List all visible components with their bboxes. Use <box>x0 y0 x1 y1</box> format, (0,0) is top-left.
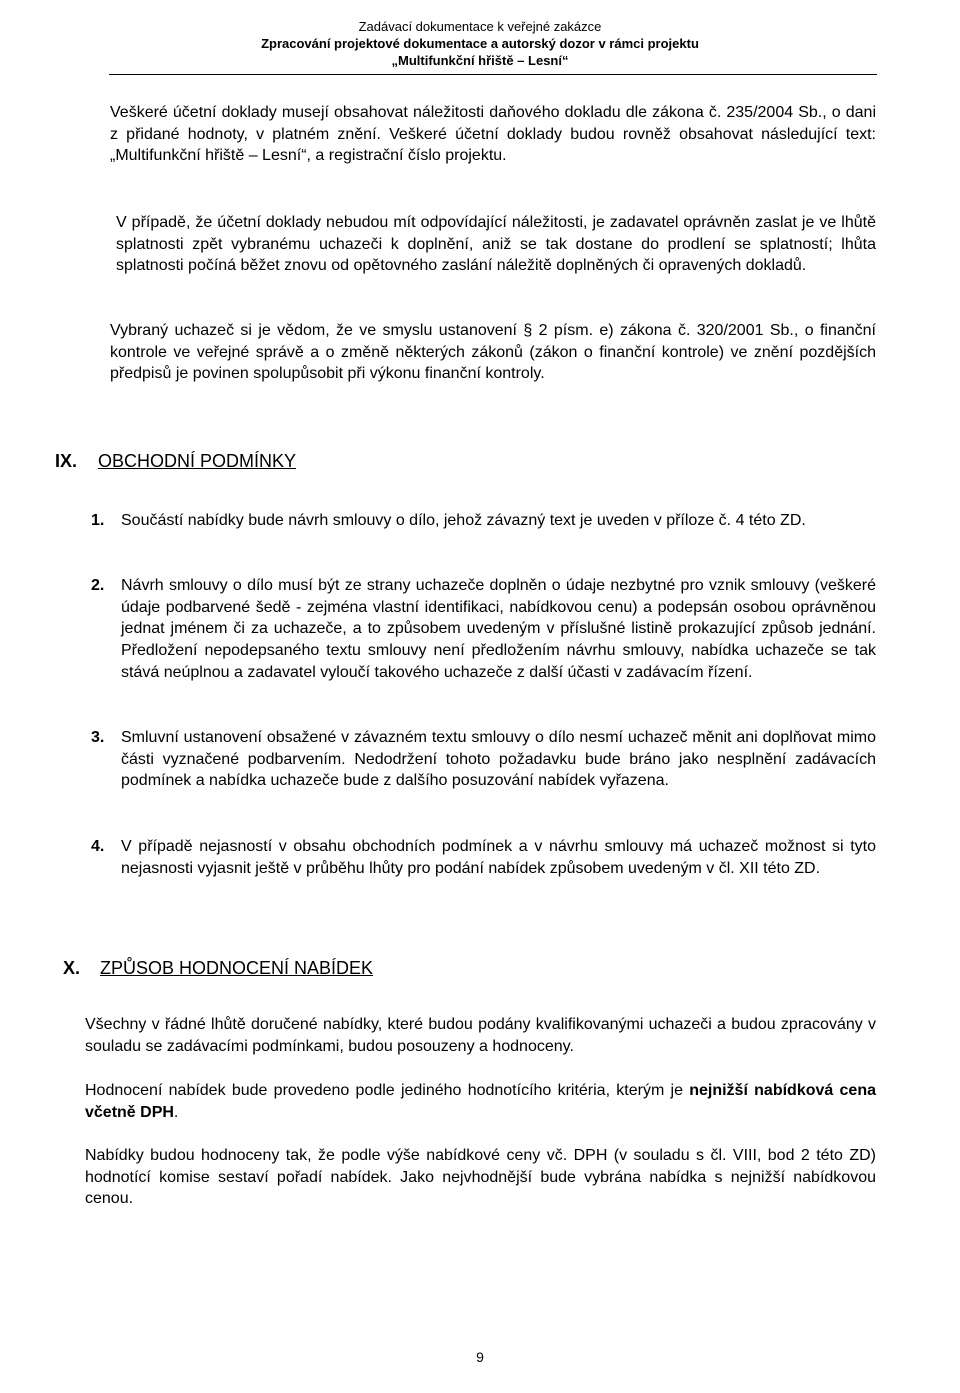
paragraph-invoice-requirements: Veškeré účetní doklady musejí obsahovat náležitosti daňového dokladu dle zákona č. 235/2004 Sb., o dani z přidané hodnoty, v platném znění. Veškeré účetní doklady budou rovněž obsahovat následující text: „Multifunkční hřiště – Lesní“, a registrační číslo projektu. <box>110 104 876 165</box>
item-text: Smluvní ustanovení obsažené v závazném textu smlouvy o dílo nesmí uchazeč měnit ani doplňovat mimo části vyznačené podbarvením. Nedodržení tohoto požadavku bude bráno jako nesplnění zadávacích podmínek a nabídka uchazeče bude z dalšího posuzování nabídek vyřazena. <box>121 729 876 790</box>
section-9-number: IX. <box>55 451 78 471</box>
document-header <box>0 18 960 69</box>
paragraph-financial-control: Vybraný uchazeč si je vědom, že ve smyslu ustanovení § 2 písm. e) zákona č. 320/2001 Sb., o finanční kontrole ve veřejné správě a o změně některých zákonů (zákon o finanční kontrole) ve znění pozdějších předpisů je povinen spolupůsobit při výkonu finanční kontroly. <box>110 322 876 383</box>
header-line-1: Zadávací dokumentace k veřejné zakázce <box>358 19 602 34</box>
item-number: 1. <box>91 512 105 529</box>
section-9-heading <box>55 451 296 472</box>
item-text: V případě nejasností v obsahu obchodních podmínek a v návrhu smlouvy má uchazeč možnost si tyto nejasnosti vyjasnit ještě v průběhu lhůty pro podání nabídek způsobem uvedeným v čl. XII této ZD. <box>121 838 876 877</box>
header-divider <box>109 74 877 75</box>
page-number: 9 <box>476 1349 484 1365</box>
section-9-title: OBCHODNÍ PODMÍNKY <box>98 451 297 471</box>
paragraph-invoice-return: V případě, že účetní doklady nebudou mít odpovídající náležitosti, je zadavatel oprávněn zaslat je ve lhůtě splatnosti zpět vybranému uchazeči k doplnění, aniž se tak dostane do prodlení se splatností; lhůta splatnosti počíná běžet znovu od opětovného zaslání náležitě doplněných či opravených dokladů. <box>116 214 876 275</box>
item-number: 2. <box>91 577 105 594</box>
criterion-intro: Hodnocení nabídek bude provedeno podle jediného hodnotícího kritéria, kterým je <box>85 1082 690 1099</box>
paragraph-evaluation-criterion <box>85 1080 876 1123</box>
header-line-3: „Multifunkční hřiště – Lesní“ <box>391 53 569 68</box>
criterion-end: . <box>173 1103 179 1121</box>
header-line-2: Zpracování projektové dokumentace a autorský dozor v rámci projektu <box>261 36 699 51</box>
item-number: 3. <box>91 729 105 746</box>
section-10-number: X. <box>63 958 81 978</box>
item-number: 4. <box>91 838 105 855</box>
paragraph-offers-evaluated: Všechny v řádné lhůtě doručené nabídky, které budou podány kvalifikovanými uchazeči a budou zpracovány v souladu se zadávacími podmínkami, budou posouzeny a hodnoceny. <box>85 1016 876 1055</box>
item-text: Návrh smlouvy o dílo musí být ze strany uchazeče doplněn o údaje nezbytné pro vznik smlouvy (veškeré údaje podbarvené šedě - zejména vlastní identifikaci, nabídkovou cenu) a podepsán osobou oprávněnou jednat jménem či za uchazeče, a to způsobem uvedeným v příslušné listině prokazující způsob jednání. Předložení nepodepsaného textu smlouvy není předložením návrhu smlouvy, nabídka uchazeče se tak stává neúplnou a zadavatel vyloučí takového uchazeče z další účasti v zadávacím řízení. <box>121 577 876 681</box>
section-10-title: ZPŮSOB HODNOCENÍ NABÍDEK <box>100 958 374 978</box>
paragraph-ranking: Nabídky budou hodnoceny tak, že podle výše nabídkové ceny vč. DPH (v souladu s čl. VIII, bod 2 této ZD) hodnotící komise sestaví pořadí nabídek. Jako nejvhodnější bude vybrána nabídka s nejnižší nabídkovou cenou. <box>85 1147 876 1208</box>
section-10-heading <box>63 958 373 979</box>
item-text: Součástí nabídky bude návrh smlouvy o dílo, jehož závazný text je uveden v příloze č. 4 této ZD. <box>121 512 806 529</box>
criterion-bold: nejnižší nabídková cena včetně DPH <box>85 1082 876 1121</box>
